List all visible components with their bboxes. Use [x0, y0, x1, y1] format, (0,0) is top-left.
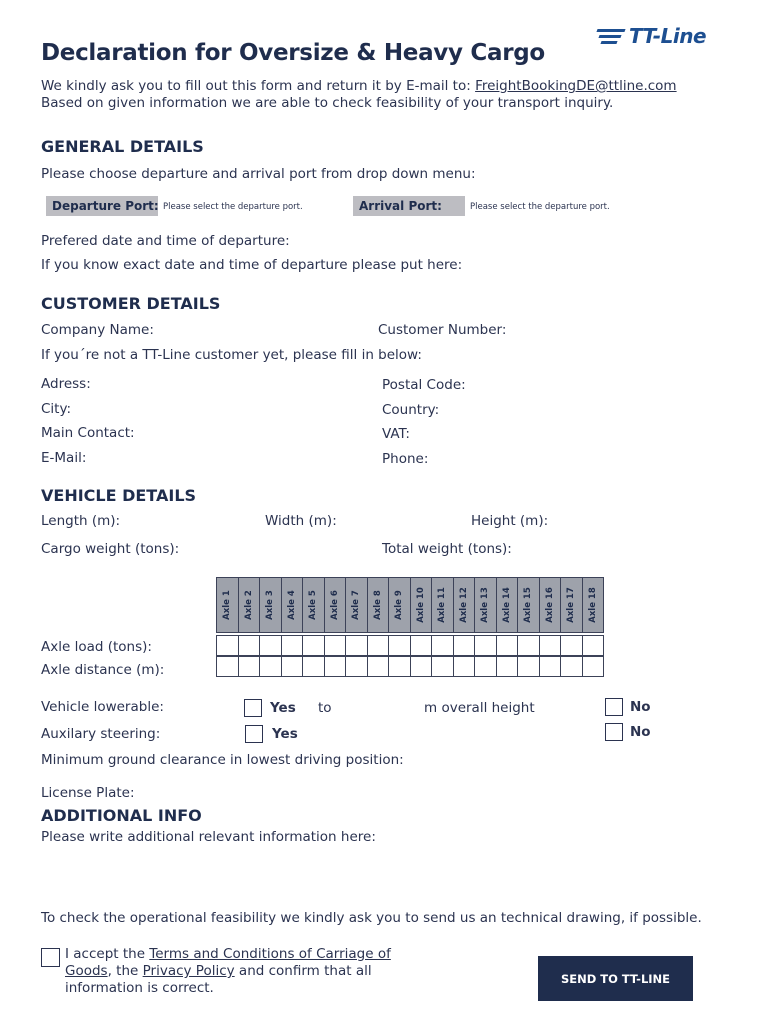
axle-header-label: Axle 3 [265, 590, 276, 620]
axle-distance-label: Axle distance (m): [41, 662, 165, 678]
technical-drawing-note: To check the operational feasibility we kindly ask you to send us an technical drawing, if possible. [41, 910, 702, 926]
axle-distance-input[interactable] [345, 656, 368, 677]
axle-load-input[interactable] [453, 635, 476, 656]
axle-header-cell [560, 577, 583, 633]
cargo-weight-label: Cargo weight (tons): [41, 541, 180, 557]
axle-header-cell [324, 577, 347, 633]
axle-distance-row [217, 656, 604, 677]
accept-prefix: I accept the [65, 946, 150, 962]
main-contact-label: Main Contact: [41, 425, 135, 441]
axle-header-label: Axle 9 [394, 590, 405, 620]
accept-mid: , the [107, 963, 143, 979]
axle-load-input[interactable] [281, 635, 304, 656]
axle-header-cell [474, 577, 497, 633]
aux-steering-no-label: No [630, 724, 651, 740]
axle-header-label: Axle 18 [587, 587, 598, 623]
axle-header-cell [517, 577, 540, 633]
vat-label: VAT: [382, 426, 410, 442]
overall-height-label: m overall height [424, 700, 535, 716]
email-label: E-Mail: [41, 450, 87, 466]
axle-header-cell [453, 577, 476, 633]
departure-date-label: Prefered date and time of departure: [41, 233, 290, 249]
intro-line-1 [41, 78, 677, 94]
terms-link[interactable]: Terms and Conditions of Carriage of Goods [65, 946, 391, 979]
axle-header-label: Axle 12 [458, 587, 469, 623]
axle-load-input[interactable] [324, 635, 347, 656]
customer-number-label: Customer Number: [378, 322, 507, 338]
axle-load-input[interactable] [539, 635, 562, 656]
axle-header-cell [302, 577, 325, 633]
axle-distance-input[interactable] [410, 656, 433, 677]
arrival-port-select[interactable]: Please select the departure port. [470, 202, 610, 212]
axle-header-row [217, 577, 604, 633]
axle-load-input[interactable] [410, 635, 433, 656]
customer-details-heading: CUSTOMER DETAILS [41, 294, 221, 313]
axle-header-label: Axle 1 [222, 590, 233, 620]
logo-text: TT-Line [629, 24, 707, 48]
country-label: Country: [382, 402, 440, 418]
axle-distance-input[interactable] [388, 656, 411, 677]
total-weight-label: Total weight (tons): [382, 541, 512, 557]
city-label: City: [41, 401, 72, 417]
departure-port-label: Departure Port: [46, 196, 158, 216]
logo-bars-icon [597, 29, 625, 47]
axle-header-label: Axle 14 [501, 587, 512, 623]
axle-load-input[interactable] [238, 635, 261, 656]
axle-header-cell [431, 577, 454, 633]
lowerable-label: Vehicle lowerable: [41, 699, 164, 715]
axle-distance-input[interactable] [367, 656, 390, 677]
axle-header-cell [367, 577, 390, 633]
accept-terms-text [65, 946, 405, 997]
axle-header-cell [388, 577, 411, 633]
axle-header-label: Axle 7 [351, 590, 362, 620]
axle-distance-input[interactable] [216, 656, 239, 677]
axle-load-input[interactable] [496, 635, 519, 656]
ground-clearance-label: Minimum ground clearance in lowest driving position: [41, 752, 404, 768]
axle-header-cell [259, 577, 282, 633]
axle-header-cell [410, 577, 433, 633]
axle-load-input[interactable] [259, 635, 282, 656]
height-label: Height (m): [471, 513, 549, 529]
lowerable-to-label: to [318, 700, 332, 716]
axle-header-label: Axle 15 [523, 587, 534, 623]
license-plate-label: License Plate: [41, 785, 135, 801]
axle-header-label: Axle 8 [372, 590, 383, 620]
axle-header-cell [216, 577, 239, 633]
aux-steering-yes-label: Yes [272, 726, 298, 742]
axle-distance-input[interactable] [539, 656, 562, 677]
aux-steering-label: Auxilary steering: [41, 726, 161, 742]
axle-distance-input[interactable] [474, 656, 497, 677]
axle-distance-input[interactable] [324, 656, 347, 677]
departure-port-select[interactable]: Please select the departure port. [163, 202, 303, 212]
lowerable-no-checkbox[interactable] [605, 698, 623, 716]
axle-load-input[interactable] [367, 635, 390, 656]
vehicle-details-heading: VEHICLE DETAILS [41, 486, 197, 505]
additional-info-heading: ADDITIONAL INFO [41, 806, 202, 825]
length-label: Length (m): [41, 513, 121, 529]
axle-header-label: Axle 2 [243, 590, 254, 620]
axle-header-label: Axle 16 [544, 587, 555, 623]
postal-code-label: Postal Code: [382, 377, 466, 393]
lowerable-yes-label: Yes [270, 700, 296, 716]
axle-header-label: Axle 13 [480, 587, 491, 623]
axle-header-label: Axle 6 [329, 590, 340, 620]
privacy-policy-link[interactable]: Privacy Policy [142, 963, 235, 979]
axle-table [217, 577, 604, 677]
axle-distance-input[interactable] [517, 656, 540, 677]
axle-distance-input[interactable] [302, 656, 325, 677]
send-button[interactable]: SEND TO TT-LINE [538, 956, 693, 1001]
intro-text: We kindly ask you to fill out this form and return it by E-mail to: [41, 78, 471, 94]
axle-load-input[interactable] [431, 635, 454, 656]
additional-info-instruction: Please write additional relevant information here: [41, 829, 376, 845]
axle-header-label: Axle 11 [437, 587, 448, 623]
axle-header-label: Axle 4 [286, 590, 297, 620]
axle-header-cell [281, 577, 304, 633]
axle-header-cell [582, 577, 605, 633]
arrival-port-label: Arrival Port: [353, 196, 465, 216]
axle-header-label: Axle 10 [415, 587, 426, 623]
aux-steering-no-checkbox[interactable] [605, 723, 623, 741]
axle-load-input[interactable] [216, 635, 239, 656]
page-title: Declaration for Oversize & Heavy Cargo [41, 40, 545, 66]
axle-load-input[interactable] [517, 635, 540, 656]
axle-distance-input[interactable] [238, 656, 261, 677]
aux-steering-yes-checkbox[interactable] [245, 725, 263, 743]
axle-distance-input[interactable] [496, 656, 519, 677]
axle-header-cell [539, 577, 562, 633]
not-customer-note: If you´re not a TT-Line customer yet, please fill in below: [41, 347, 422, 363]
axle-distance-input[interactable] [582, 656, 605, 677]
axle-distance-input[interactable] [453, 656, 476, 677]
axle-distance-input[interactable] [431, 656, 454, 677]
axle-header-cell [496, 577, 519, 633]
accept-terms-checkbox[interactable] [41, 948, 60, 967]
address-label: Adress: [41, 376, 91, 392]
departure-date-hint: If you know exact date and time of departure please put here: [41, 257, 463, 273]
lowerable-yes-checkbox[interactable] [244, 699, 262, 717]
axle-load-input[interactable] [560, 635, 583, 656]
axle-load-label: Axle load (tons): [41, 639, 152, 655]
axle-load-input[interactable] [474, 635, 497, 656]
email-link[interactable]: FreightBookingDE@ttline.com [475, 78, 677, 94]
axle-header-cell [345, 577, 368, 633]
intro-line-2: Based on given information we are able to check feasibility of your transport inquiry. [41, 95, 614, 111]
axle-load-row [217, 635, 604, 656]
axle-distance-input[interactable] [259, 656, 282, 677]
axle-load-input[interactable] [582, 635, 605, 656]
axle-distance-input[interactable] [560, 656, 583, 677]
general-details-heading: GENERAL DETAILS [41, 137, 204, 156]
axle-header-label: Axle 17 [566, 587, 577, 623]
phone-label: Phone: [382, 451, 429, 467]
port-instruction: Please choose departure and arrival port from drop down menu: [41, 166, 476, 182]
accept-suffix: and confirm that all information is correct. [65, 963, 372, 996]
company-name-label: Company Name: [41, 322, 154, 338]
axle-header-label: Axle 5 [308, 590, 319, 620]
axle-load-input[interactable] [388, 635, 411, 656]
axle-load-input[interactable] [302, 635, 325, 656]
width-label: Width (m): [265, 513, 337, 529]
axle-distance-input[interactable] [281, 656, 304, 677]
axle-load-input[interactable] [345, 635, 368, 656]
axle-header-cell [238, 577, 261, 633]
lowerable-no-label: No [630, 699, 651, 715]
